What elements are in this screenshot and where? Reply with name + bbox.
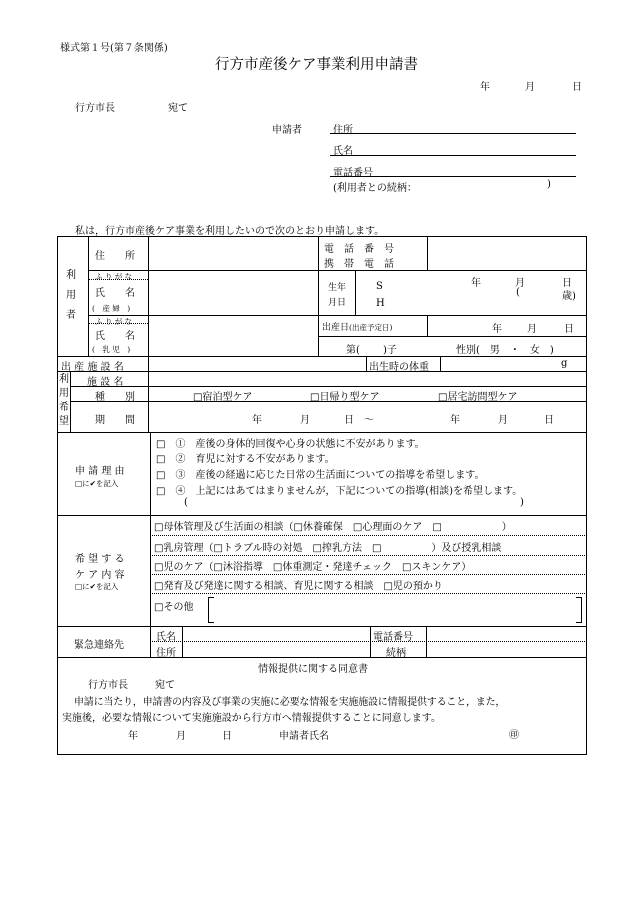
- care-development-checkbox[interactable]: □発育及び発達に関する相談、育児に関する相談 □児の預かり: [154, 581, 443, 592]
- baby-label: ( 乳 児 ): [92, 345, 131, 354]
- emergency-phone-label: 電話番号: [373, 632, 413, 643]
- seal-mark: ㊞: [509, 730, 519, 741]
- col-line: [88, 236, 89, 356]
- consent-title: 情報提供に関する同意書: [258, 664, 368, 675]
- dob-label-2: 月日: [328, 298, 347, 308]
- reason-paren-close: ): [520, 497, 524, 508]
- dob-month: 月: [515, 278, 525, 289]
- row-line: [88, 270, 587, 271]
- reason-note: □に✔を記入: [75, 479, 119, 488]
- applicant-relation-label: (利用者との続柄：: [333, 183, 417, 194]
- type-homevisit-checkbox[interactable]: □居宅訪問型ケア: [438, 392, 518, 403]
- consent-honorific: 宛て: [155, 680, 175, 691]
- wish-section-char: 用: [59, 388, 69, 399]
- birth-weight-field[interactable]: [444, 358, 554, 368]
- col-line: [440, 356, 441, 371]
- reason-paren-open: (: [184, 497, 188, 508]
- col-line: [370, 626, 371, 657]
- emergency-name-label: 氏名: [156, 632, 176, 643]
- period-to-year: 年: [450, 415, 460, 426]
- wish-type-label: 種 別: [95, 392, 135, 403]
- col-line: [426, 626, 427, 657]
- care-note: □に✔を記入: [75, 582, 119, 591]
- care-other-bracket-right: [576, 597, 582, 623]
- care-other-bracket-left: [208, 597, 214, 623]
- type-overnight-checkbox[interactable]: □宿泊型ケア: [193, 392, 253, 403]
- consent-line-2: 実施後，必要な情報について実施施設から行方市へ情報提供することに同意します。: [62, 713, 441, 724]
- row-line: [57, 356, 587, 357]
- row-line: [57, 626, 587, 627]
- row-line: [57, 371, 587, 372]
- reason-item-3[interactable]: □ ③ 産後の経過に応じた日常の生活面についての指導を希望します。: [156, 470, 485, 481]
- addressee: 行方市長: [75, 103, 115, 114]
- col-line: [182, 626, 183, 657]
- user-address-label: 住 所: [95, 251, 135, 262]
- reason-label: 申 請 理 由: [75, 466, 125, 477]
- form-number: 様式第１号(第７条関係): [60, 43, 168, 54]
- emergency-phone-field[interactable]: [430, 628, 582, 638]
- user-section-char: 用: [66, 290, 76, 301]
- care-maternal-checkbox[interactable]: □母体管理及び生活面の相談（□休養確保 □心理面のケア □ ）: [154, 522, 512, 533]
- row-line: [57, 657, 587, 658]
- birth-weight-unit: g: [561, 358, 568, 369]
- wish-facility-label: 施 設 名: [87, 377, 124, 388]
- type-daytrip-checkbox[interactable]: □日帰り型ケア: [310, 392, 380, 403]
- intro-text: 私は，行方市産後ケア事業を利用したいので次のとおり申請します。: [75, 226, 385, 237]
- reason-other-field[interactable]: [192, 497, 512, 507]
- era-s: S: [376, 281, 383, 292]
- consent-month: 月: [176, 731, 186, 742]
- birth-facility-field[interactable]: [152, 358, 362, 368]
- wish-section-label: [59, 373, 69, 429]
- age-label: 歳): [562, 291, 576, 302]
- period-to-month: 月: [498, 415, 508, 426]
- emergency-address-field[interactable]: [186, 644, 366, 654]
- wish-section-char: 利: [59, 374, 69, 385]
- row-line: [150, 535, 587, 536]
- consent-signer-field[interactable]: [340, 727, 500, 737]
- col-line: [355, 270, 356, 315]
- consent-day: 日: [222, 731, 232, 742]
- dob-day: 日: [562, 278, 572, 289]
- birth-order-prefix: 第(: [346, 345, 360, 356]
- user-section-char: 者: [66, 310, 76, 321]
- mother-name-label: 氏 名: [95, 288, 135, 299]
- applicant-address-line[interactable]: [330, 133, 576, 134]
- period-from-month: 月: [300, 415, 310, 426]
- date-year-label: 年: [480, 82, 490, 93]
- col-line: [150, 432, 151, 657]
- consent-line-1: 申請に当たり，申請書の内容及び事業の実施に必要な情報を実施施設に情報提供すること，また，: [74, 697, 506, 708]
- reason-item-1[interactable]: □ ① 産後の身体的回復や心身の状態に不安があります。: [156, 439, 425, 450]
- care-label-2: ケ ア 内 容: [75, 570, 125, 581]
- emergency-label: 緊急連絡先: [74, 640, 124, 651]
- applicant-phone-label: 電話番号: [333, 168, 373, 179]
- baby-name-label: 氏 名: [95, 331, 135, 342]
- addressee-honorific: 宛て: [168, 103, 188, 114]
- row-line: [150, 593, 587, 594]
- row-line: [318, 336, 587, 337]
- row-line: [57, 515, 587, 516]
- birth-date-note: (出産予定日): [349, 323, 393, 332]
- emergency-relation-label: 続柄: [386, 648, 406, 659]
- care-baby-checkbox[interactable]: □児のケア（□沐浴指導 □体重測定・発達チェック □スキンケア）: [154, 562, 472, 573]
- row-line: [88, 315, 587, 316]
- care-other-checkbox[interactable]: □その他: [154, 602, 194, 613]
- birth-facility-label: 出 産 施 設 名: [61, 362, 124, 373]
- user-phone-label: 電 話 番 号: [324, 244, 394, 255]
- mother-name-field[interactable]: [152, 274, 314, 312]
- birth-date-text: 出産日: [322, 323, 350, 333]
- user-section-char: 利: [66, 270, 76, 281]
- baby-furigana-label: ふ り が な: [95, 317, 133, 326]
- birth-year: 年: [492, 324, 502, 335]
- birth-weight-label: 出生時の体重: [369, 362, 429, 373]
- applicant-name-label: 氏名: [333, 146, 353, 157]
- user-mobile-label: 携 帯 電 話: [324, 259, 394, 270]
- col-line: [148, 236, 149, 432]
- row-line: [150, 574, 587, 575]
- consent-addressee: 行方市長: [88, 680, 128, 691]
- emergency-name-field[interactable]: [186, 628, 366, 638]
- reason-item-4[interactable]: □ ④ 上記にはあてはまりませんが，下記についての指導(相談)を希望します。: [156, 486, 523, 497]
- wish-period-label: 期 間: [95, 415, 135, 426]
- col-line: [70, 371, 71, 432]
- applicant-name-line[interactable]: [330, 155, 576, 156]
- mother-furigana-label: ふ り が な: [95, 272, 133, 281]
- emergency-relation-field[interactable]: [430, 644, 582, 654]
- care-label-1: 希 望 す る: [75, 554, 125, 565]
- user-address-field[interactable]: [152, 242, 314, 266]
- reason-item-2[interactable]: □ ② 育児に対する不安があります。: [156, 454, 335, 465]
- emergency-address-label: 住所: [156, 648, 176, 659]
- date-month-label: 月: [525, 82, 535, 93]
- mother-label: ( 産 婦 ): [92, 304, 131, 313]
- col-line: [318, 236, 319, 356]
- birth-day: 日: [564, 324, 574, 335]
- period-to-day: 日: [544, 415, 554, 426]
- dob-label-1: 生年: [328, 283, 347, 293]
- wish-facility-field[interactable]: [152, 373, 582, 383]
- birth-date-label: [322, 320, 392, 333]
- row-line: [150, 555, 587, 556]
- period-from-day: 日 ～: [344, 415, 374, 426]
- col-line: [427, 236, 428, 270]
- user-phone-field[interactable]: [430, 240, 584, 266]
- applicant-phone-line[interactable]: [330, 176, 576, 177]
- user-section-label: [66, 266, 76, 326]
- baby-name-field[interactable]: [152, 318, 314, 353]
- era-h: H: [376, 298, 385, 309]
- birth-month: 月: [527, 324, 537, 335]
- col-line: [427, 315, 428, 336]
- wish-section-char: 希: [59, 402, 69, 413]
- applicant-relation-close: ): [547, 179, 551, 190]
- consent-signer-label: 申請者氏名: [279, 731, 329, 742]
- care-other-field[interactable]: [216, 600, 572, 618]
- age-open: (: [516, 287, 520, 298]
- applicant-address-label: 住所: [333, 125, 353, 136]
- row-line: [57, 432, 587, 433]
- gender-selector[interactable]: 性別( 男 ・ 女 ): [456, 345, 554, 356]
- date-day-label: 日: [572, 82, 582, 93]
- page-title: 行方市産後ケア事業利用申請書: [215, 57, 418, 73]
- care-breast-checkbox[interactable]: □乳房管理（□トラブル時の対処 □搾乳方法 □ ）及び授乳相談: [154, 543, 502, 554]
- wish-section-char: 望: [59, 416, 69, 427]
- col-line: [366, 356, 367, 371]
- birth-order-suffix: )子: [383, 345, 397, 356]
- row-line: [150, 641, 587, 642]
- consent-year: 年: [128, 731, 138, 742]
- period-from-year: 年: [252, 415, 262, 426]
- dob-year: 年: [471, 278, 481, 289]
- applicant-label: 申請者: [272, 125, 302, 136]
